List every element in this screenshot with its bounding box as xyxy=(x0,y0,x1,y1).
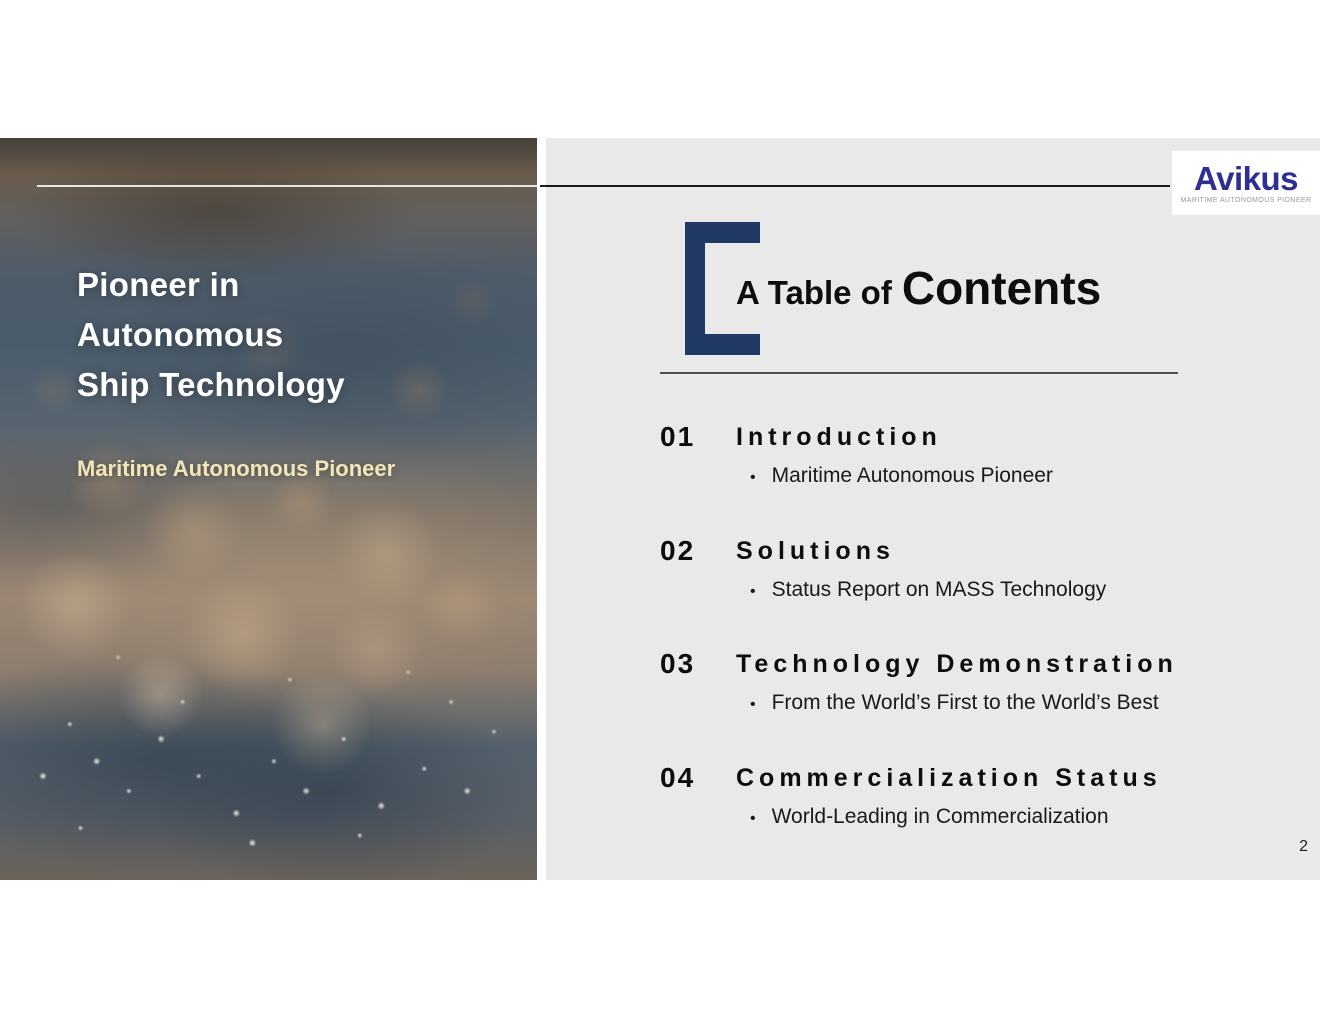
cover-photo-panel xyxy=(0,138,537,880)
toc-item-commercialization-status xyxy=(660,761,1162,829)
cover-title-line-3: Ship Technology xyxy=(77,366,345,403)
avikus-logo xyxy=(1172,151,1320,215)
toc-title-emphasis: Contents xyxy=(901,262,1102,314)
toc-item-number: 01 xyxy=(660,421,696,452)
avikus-logo-text: Avikus xyxy=(1194,160,1298,197)
toc-item-number: 03 xyxy=(660,648,696,679)
toc-title xyxy=(736,262,1102,314)
toc-title-underline xyxy=(660,372,1178,374)
toc-item-bullet-text: World-Leading in Commercialization xyxy=(771,805,1109,828)
toc-item-number: 04 xyxy=(660,762,696,793)
toc-item-bullet-text: Maritime Autonomous Pioneer xyxy=(771,464,1053,487)
toc-item-solutions xyxy=(660,534,1106,602)
toc-item-bullet-text: Status Report on MASS Technology xyxy=(771,578,1107,601)
cover-title-line-1: Pioneer in xyxy=(77,266,240,303)
toc-item-bullet-text: From the World’s First to the World’s Best xyxy=(771,691,1159,714)
toc-item-heading: Introduction xyxy=(736,423,942,451)
bullet-icon: • xyxy=(750,810,756,827)
toc-item-body xyxy=(736,534,1106,602)
toc-item-introduction xyxy=(660,420,1053,488)
cover-subtitle: Maritime Autonomous Pioneer xyxy=(77,456,396,481)
toc-item-bullet xyxy=(736,578,1106,602)
toc-item-heading: Solutions xyxy=(736,537,895,565)
cover-title-line-2: Autonomous xyxy=(77,316,284,353)
bullet-icon: • xyxy=(750,469,756,486)
toc-item-number: 02 xyxy=(660,535,696,566)
bullet-icon: • xyxy=(750,583,756,600)
toc-item-body xyxy=(736,420,1053,488)
toc-item-bullet xyxy=(736,805,1162,829)
toc-item-bullet xyxy=(736,691,1178,715)
toc-item-body xyxy=(736,761,1162,829)
page-number: 2 xyxy=(1299,838,1308,855)
toc-item-technology-demonstration xyxy=(660,647,1178,715)
toc-item-bullet xyxy=(736,464,1053,488)
bullet-icon: • xyxy=(750,696,756,713)
avikus-logo-tagline: MARITIME AUTONOMOUS PIONEER xyxy=(1180,197,1312,204)
photo-divider-line xyxy=(37,185,537,187)
toc-panel xyxy=(546,138,1320,880)
toc-title-prefix: A Table of xyxy=(736,274,892,311)
header-rule-line xyxy=(540,185,1170,187)
toc-item-heading: Commercialization Status xyxy=(736,764,1162,792)
cover-title xyxy=(77,260,345,410)
toc-item-body xyxy=(736,647,1178,715)
toc-item-heading: Technology Demonstration xyxy=(736,650,1178,678)
